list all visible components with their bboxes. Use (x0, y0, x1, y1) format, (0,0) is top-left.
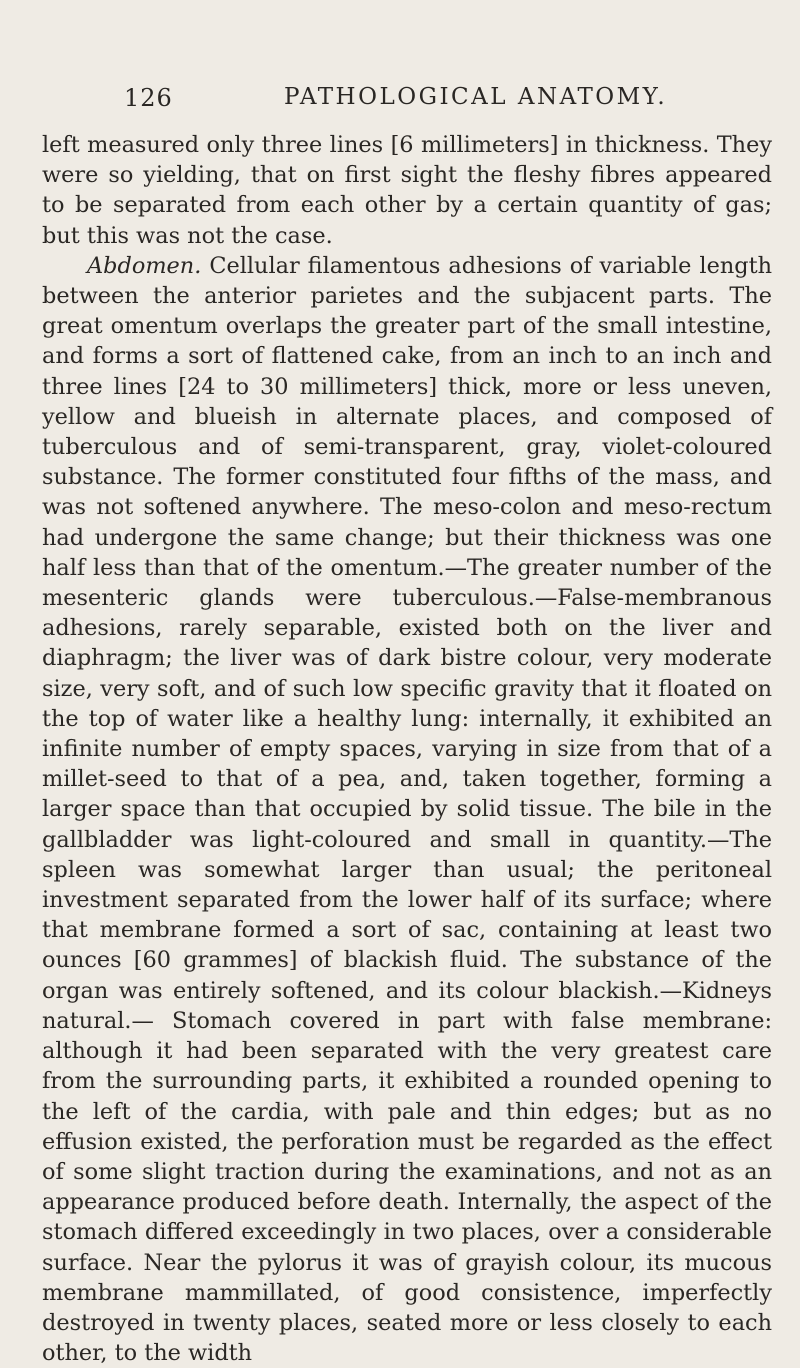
section-label-abdomen: Abdomen. (87, 252, 202, 279)
body-text (42, 130, 772, 1368)
page-header (42, 84, 772, 124)
paragraph-abdomen (42, 251, 772, 1368)
paragraph-abdomen-text: Cellular filamentous adhesions of variable length between the anterior parietes and the subjacent parts. The great omentum overlaps the greater part of the small intestine, and forms a sort of flattened cake, from an inch to an inch and three lines [24 to 30 millimeters] thick, more or less uneven, yellow and blueish in alternate places, and composed of tuberculous and of semi-transparent, gray, violet-coloured substance. The former constituted four fifths of the mass, and was not softened anywhere. The meso-colon and meso-rectum had undergone the same change; but their thickness was one half less than that of the omentum.—The greater number of the mesenteric glands were tuberculous.—False-membranous adhesions, rarely separable, existed both on the liver and diaphragm; the liver was of dark bistre colour, very moderate size, very soft, and of such low specific gravity that it floated on the top of water like a healthy lung: internally, it exhibited an infinite number of empty spaces, varying in size from that of a millet-seed to that of a pea, and, taken together, forming a larger space than that occupied by solid tissue. The bile in the gallbladder was light-coloured and small in quantity.—The spleen was somewhat larger than usual; the peritoneal investment separated from the lower half of its surface; where that membrane formed a sort of sac, containing at least two ounces [60 grammes] of blackish fluid. The substance of the organ was entirely softened, and its colour blackish.—Kidneys natural.— Stomach covered in part with false membrane: although it had been separated with the very greatest care from the surrounding parts, it exhibited a rounded opening to the left of the cardia, with pale and thin edges; but as no effusion existed, the perforation must be regarded as the effect of some slight traction during the examinations, and not as an appearance produced before death. Internally, the aspect of the stomach differed exceedingly in two places, over a considerable surface. Near the pylorus it was of grayish colour, its mucous membrane mammillated, of good consistence, imperfectly destroyed in twenty places, seated more or less closely to each other, to the width (42, 252, 772, 1367)
paragraph-continuation: left measured only three lines [6 millimeters] in thickness. They were so yielding, that on first sight the fleshy fibres appeared to be separated from each other by a certain quantity of gas; but this was not the case. (42, 132, 772, 249)
page-number: 126 (124, 84, 173, 112)
running-title: PATHOLOGICAL ANATOMY. (284, 84, 668, 110)
